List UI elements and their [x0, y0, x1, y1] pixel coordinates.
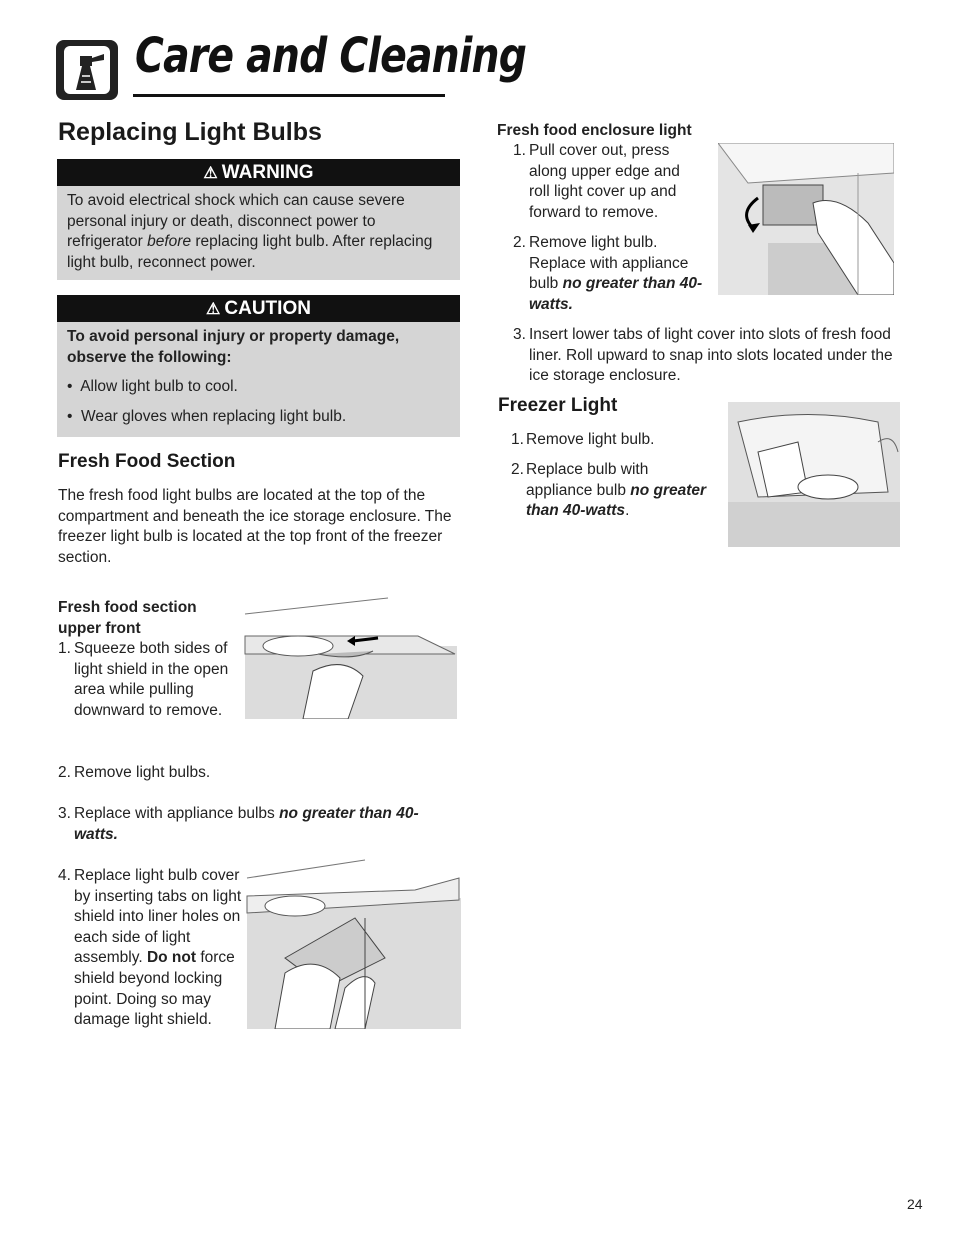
light-shield-removal-illustration: [243, 596, 457, 719]
title-underline: [133, 94, 445, 97]
list-item: [58, 763, 448, 784]
fresh-food-heading: Fresh Food Section: [58, 451, 236, 472]
warning-text: [57, 186, 460, 273]
step-text: Squeeze both sides of light shield in the open area while pulling downward to remove.: [74, 640, 229, 719]
freezer-light-heading: Freezer Light: [498, 395, 618, 416]
page-title: Care and Cleaning: [135, 28, 527, 84]
caution-intro: To avoid personal injury or property damage, observe the following:: [67, 328, 400, 366]
caution-label: CAUTION: [224, 298, 311, 319]
list-item: [58, 866, 243, 1031]
step-number: 4.: [58, 867, 71, 884]
list-item: [513, 233, 703, 315]
step-number: 2.: [58, 764, 71, 781]
page-number: 24: [907, 1196, 923, 1212]
warning-triangle-icon: ⚠: [206, 301, 221, 318]
step-number: 1.: [58, 640, 71, 657]
warning-text-part: replacing light bulb. After replacing light bulb, reconnect power.: [67, 233, 433, 271]
warning-text-em: before: [147, 233, 192, 251]
step-number: 2.: [511, 461, 524, 478]
step-text: Remove light bulbs.: [74, 764, 211, 781]
step-text: Remove light bulb.: [526, 431, 655, 448]
step-text: Replace bulb with appliance bulb: [526, 461, 649, 499]
step-text: Remove light bulb. Replace with appliance bulb: [529, 234, 689, 293]
step-text-em: no greater than 40-watts.: [529, 275, 703, 313]
step-number: 3.: [58, 805, 71, 822]
warning-label: WARNING: [221, 162, 314, 183]
upper-front-heading: Fresh food section upper front: [58, 599, 197, 637]
caution-bullet: • Wear gloves when replacing light bulb.: [67, 407, 347, 425]
step-text: force shield beyond locking point. Doing so may damage light shield.: [74, 949, 235, 1029]
step-text-em: no greater than 40-watts.: [74, 805, 419, 843]
list-item: [513, 325, 893, 387]
step-text: Replace light bulb cover by inserting tabs on light shield into liner holes on each side of light assembly.: [74, 867, 242, 967]
caution-bullet: • Allow light bulb to cool.: [67, 378, 238, 396]
step-text: .: [625, 502, 630, 520]
list-item: [58, 639, 233, 721]
caution-bullet-text: Allow light bulb to cool.: [80, 378, 238, 396]
step-text: Insert lower tabs of light cover into slots of fresh food liner. Roll upward to snap into slots located under the ice storage enclosure.: [529, 326, 893, 385]
step-text-em: no greater than 40-watts: [526, 481, 707, 520]
list-item: [511, 460, 711, 522]
caution-box: [57, 295, 460, 437]
step-number: 1.: [513, 142, 526, 159]
section-title: Replacing Light Bulbs: [58, 118, 322, 146]
warning-text-part: To avoid electrical shock which can cause severe personal injury or death, disconnect power to refrigerator: [67, 192, 405, 251]
list-item: [511, 430, 701, 451]
warning-box: [57, 159, 460, 280]
enclosure-light-illustration: [718, 143, 894, 295]
list-item: [513, 141, 703, 223]
warning-header: [57, 159, 460, 186]
list-item: [58, 804, 438, 845]
step-text: Replace with appliance bulbs: [74, 805, 280, 822]
step-number: 2.: [513, 234, 526, 251]
step-number: 1.: [511, 431, 524, 448]
step-number: 3.: [513, 326, 526, 343]
step-text-bold: Do not: [146, 949, 197, 967]
enclosure-light-heading: Fresh food enclosure light: [497, 122, 692, 139]
step-text: Pull cover out, press along upper edge and roll light cover up and forward to remove.: [529, 142, 680, 221]
warning-triangle-icon: ⚠: [203, 165, 218, 182]
freezer-light-illustration: [728, 402, 900, 547]
fresh-food-text: The fresh food light bulbs are located at the top of the compartment and beneath the ice storage enclosure. The freezer light bulb is located at the top front of the freezer section.: [58, 487, 452, 566]
spray-bottle-icon: [56, 40, 118, 100]
caution-bullet-text: Wear gloves when replacing light bulb.: [81, 407, 347, 425]
light-cover-replace-illustration: [245, 858, 461, 1029]
caution-header: [57, 295, 460, 322]
